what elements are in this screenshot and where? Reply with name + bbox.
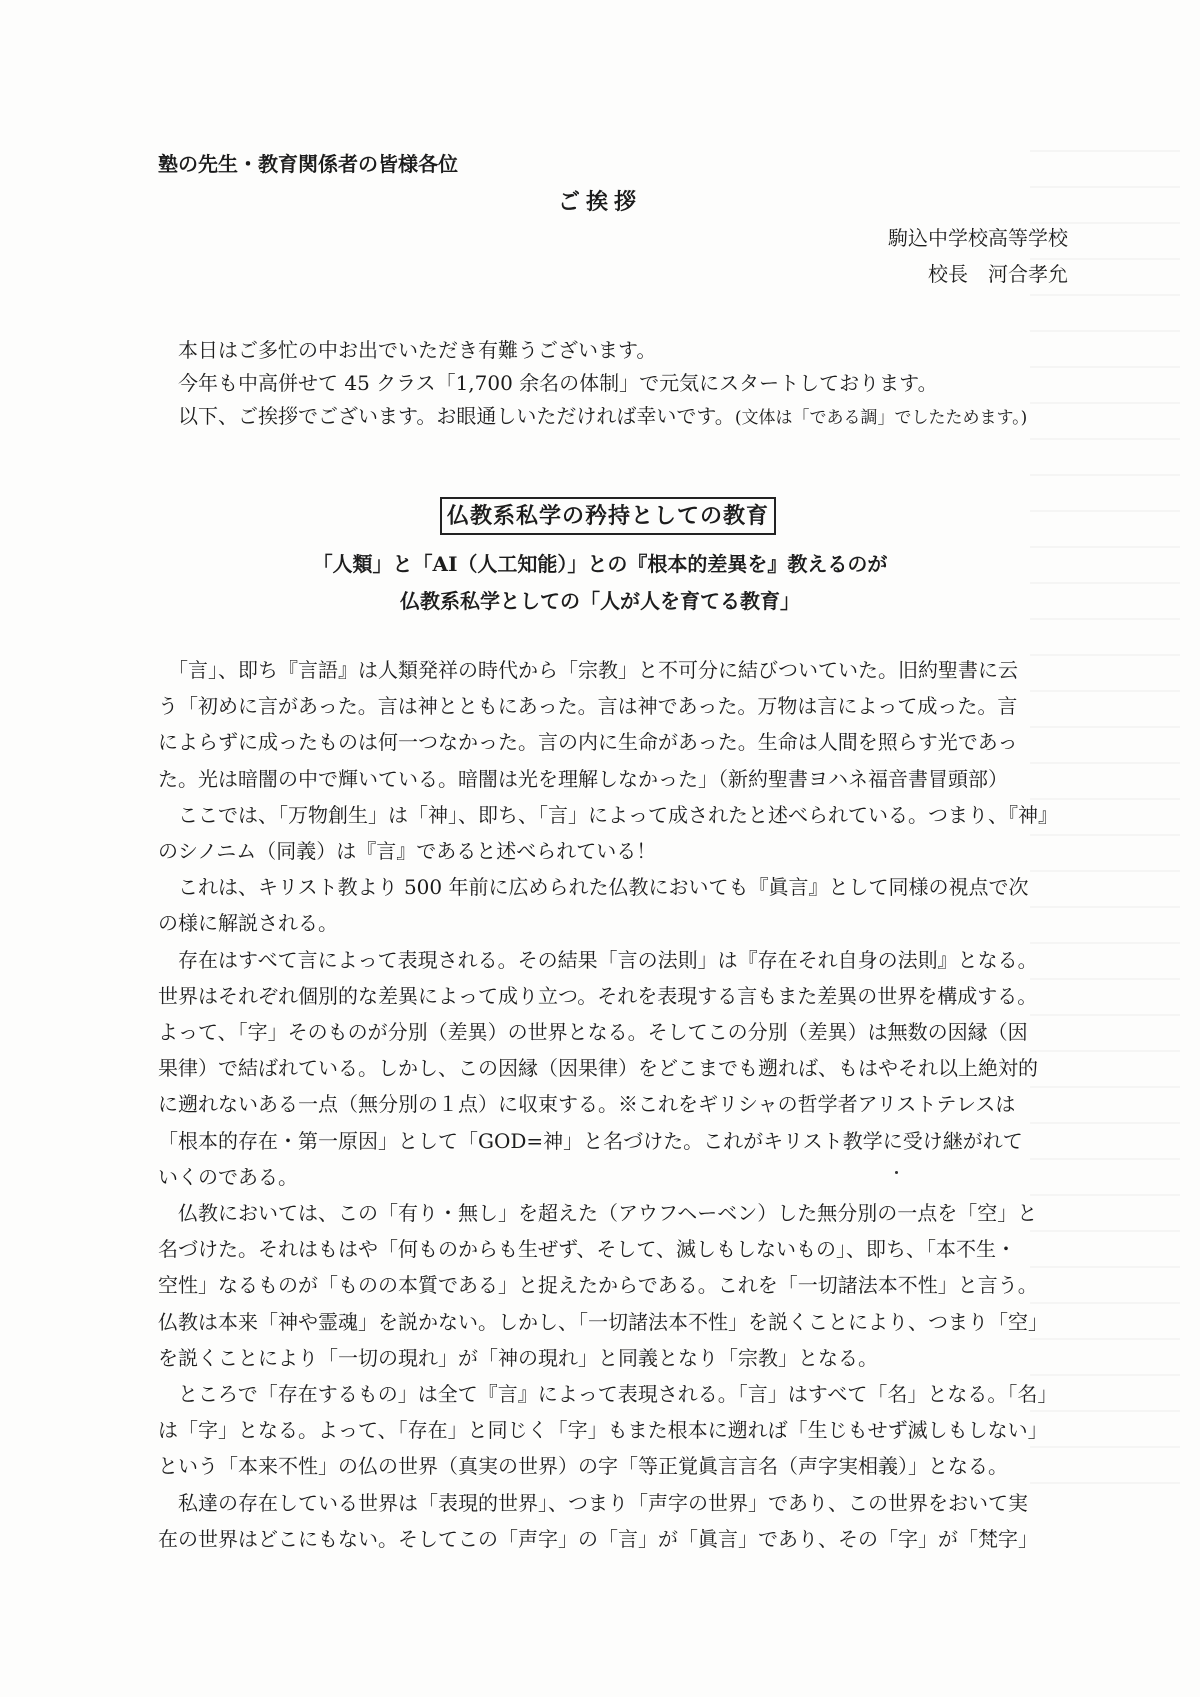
body-line: 「根本的存在・第一原因」として「GOD=神」と名づけた。これがキリスト教学に受け継がれて xyxy=(158,1128,1023,1153)
intro-line-3 xyxy=(178,400,1027,435)
body-line: 存在はすべて言によって表現される。その結果「言の法則」は『存在それ自身の法則』となる。 xyxy=(158,947,1038,972)
section-subtitle-2: 仏教系私学としての「人が人を育てる教育」 xyxy=(400,589,800,613)
body-line: 果律）で結ばれている。しかし、この因縁（因果律）をどこまでも遡れば、もはやそれ以上絶対的 xyxy=(158,1056,1038,1081)
body-line: 仏教は本来「神や霊魂」を説かない。しかし、「一切諸法本不性」を説くことにより、つまり「空」 xyxy=(158,1309,1048,1334)
sender-block xyxy=(888,220,1068,292)
body-line: を説くことにより「一切の現れ」が「神の現れ」と同義となり「宗教」となる。 xyxy=(158,1345,878,1370)
body-line: ところで「存在するもの」は全て『言』によって表現される。「言」はすべて「名」となる。「名」 xyxy=(158,1382,1058,1407)
sender-principal: 校長 河合孝允 xyxy=(928,262,1068,286)
body-line: 空性」なるものが「ものの本質である」と捉えたからである。これを「一切諸法本不性」と言う。 xyxy=(158,1273,1038,1298)
body-line: によらずに成ったものは何一つなかった。言の内に生命があった。生命は人間を照らす光であっ xyxy=(158,730,1018,755)
body-line: は「字」となる。よって、「存在」と同じく「字」もまた根本に遡れば「生じもせず滅しもしない」 xyxy=(158,1418,1048,1443)
sender-school: 駒込中学校高等学校 xyxy=(888,226,1068,250)
body-line: よって、「字」そのものが分別（差異）の世界となる。そしてこの分別（差異）は無数の因縁（因 xyxy=(158,1020,1028,1045)
body-line: いくのである。 xyxy=(158,1164,298,1189)
stray-dot xyxy=(895,1171,898,1174)
body-line: 在の世界はどこにもない。そしてこの「声字」の「言」が「眞言」であり、その「字」が「梵字」 xyxy=(158,1526,1038,1551)
section-subtitle-1: 「人類」と「AI（人工知能）」との『根本的差異を』教えるのが xyxy=(312,552,888,576)
body-line: ここでは、「万物創生」は「神」、即ち、「言」によって成されたと述べられている。つまり、『神』 xyxy=(158,802,1058,827)
body-line: の様に解説される。 xyxy=(158,911,338,936)
body-line: 世界はそれぞれ個別的な差異によって成り立つ。それを表現する言もまた差異の世界を構成する。 xyxy=(158,983,1038,1008)
intro-line-3-note: (文体は「である調」でしたためます。) xyxy=(734,408,1028,428)
body-line: う「初めに言があった。言は神とともにあった。言は神であった。万物は言によって成った。言 xyxy=(158,694,1018,719)
intro-line-2: 今年も中高併せて 45 クラス「1,700 余名の体制」で元気にスタートしております。 xyxy=(178,371,938,395)
body-line: に遡れないある一点（無分別の１点）に収束する。※これをギリシャの哲学者アリストテレスは xyxy=(158,1092,1016,1117)
body-line: のシノニム（同義）は『言』であると述べられている！ xyxy=(158,839,657,864)
intro-line-1: 本日はご多忙の中お出でいただき有難うございます。 xyxy=(178,338,657,362)
body-line: た。光は暗闇の中で輝いている。暗闇は光を理解しなかった」（新約聖書ヨハネ福音書冒頭部） xyxy=(158,766,1008,791)
body-line: 名づけた。それはもはや「何ものからも生ぜず、そして、滅しもしないもの」、即ち、「本不生・ xyxy=(158,1237,1016,1262)
intro-block xyxy=(178,334,1027,435)
body-line: 仏教においては、この「有り・無し」を超えた（アウフヘーベン）した無分別の一点を「空」と xyxy=(158,1201,1038,1226)
intro-line-3-text: 以下、ご挨拶でございます。お眼通しいただければ幸いです。 xyxy=(178,404,735,428)
addressee: 塾の先生・教育関係者の皆様各位 xyxy=(158,152,458,176)
body-line: 私達の存在している世界は「表現的世界」、つまり「声字の世界」であり、この世界をおいて実 xyxy=(158,1490,1028,1515)
greeting-title: ご挨拶 xyxy=(557,189,642,215)
body-text xyxy=(158,652,1070,1557)
body-line: 「言」、即ち『言語』は人類発祥の時代から「宗教」と不可分に結びついていた。旧約聖書に云 xyxy=(158,658,1018,682)
section-title-box: 仏教系私学の矜持としての教育 xyxy=(440,497,776,535)
body-line: という「本来不性」の仏の世界（真実の世界）の字「等正覚眞言言名（声字実相義）」となる。 xyxy=(158,1454,1008,1479)
body-line: これは、キリスト教より 500 年前に広められた仏教においても『眞言』として同様の視点で次 xyxy=(158,875,1029,900)
